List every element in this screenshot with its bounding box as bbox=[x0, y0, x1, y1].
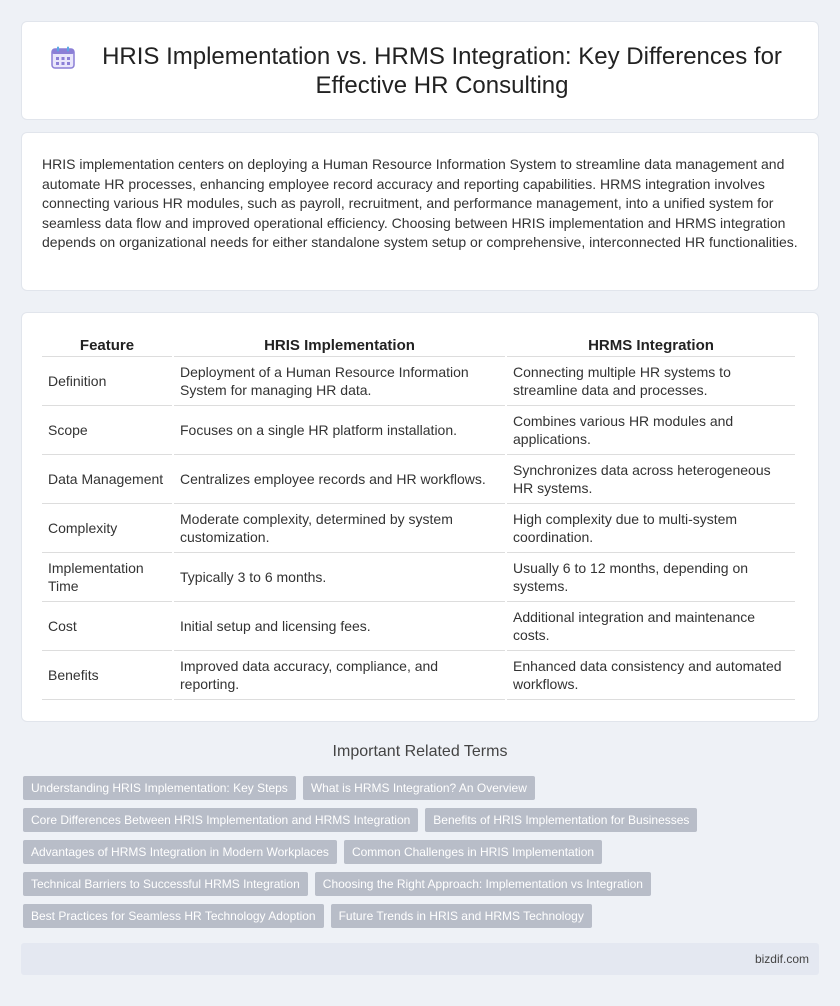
hris-cell: Typically 3 to 6 months. bbox=[174, 553, 505, 602]
feature-cell: Cost bbox=[42, 602, 172, 651]
hrms-cell: Usually 6 to 12 months, depending on systems. bbox=[507, 553, 795, 602]
table-row bbox=[42, 455, 795, 504]
tag-row bbox=[23, 840, 813, 864]
comparison-table bbox=[40, 332, 797, 700]
intro-card bbox=[21, 132, 819, 291]
page-title: HRIS Implementation vs. HRMS Integration: Key Differences for Effective HR Consulting bbox=[102, 42, 782, 99]
feature-cell: Definition bbox=[42, 357, 172, 406]
feature-cell: Benefits bbox=[42, 651, 172, 700]
intro-paragraph: HRIS implementation centers on deploying a Human Resource Information System to streamline data management and automate HR processes, enhancing employee record accuracy and reporting capabilities. HRMS integration involves connecting various HR modules, such as payroll, recruitment, and performance management, into a unified system for seamless data flow and improved operational efficiency. Choosing between HRIS implementation and HRMS integration depends on organizational needs for either standalone system setup or comprehensive, interconnected HR functionalities. bbox=[42, 156, 798, 250]
related-terms-title: Important Related Terms bbox=[332, 743, 508, 760]
hrms-cell: Additional integration and maintenance costs. bbox=[507, 602, 795, 651]
related-term-link[interactable]: Future Trends in HRIS and HRMS Technology bbox=[331, 904, 592, 928]
header-hris: HRIS Implementation bbox=[174, 332, 505, 357]
tag-row bbox=[23, 904, 813, 928]
site-link[interactable]: bizdif.com bbox=[754, 952, 809, 966]
footer bbox=[21, 943, 819, 975]
table-row bbox=[42, 602, 795, 651]
hris-cell: Improved data accuracy, compliance, and reporting. bbox=[174, 651, 505, 700]
header-feature: Feature bbox=[42, 332, 172, 357]
table-row bbox=[42, 357, 795, 406]
feature-cell: Implementation Time bbox=[42, 553, 172, 602]
hris-cell: Initial setup and licensing fees. bbox=[174, 602, 505, 651]
related-term-link[interactable]: Common Challenges in HRIS Implementation bbox=[344, 840, 602, 864]
table-row bbox=[42, 406, 795, 455]
title-wrap bbox=[50, 42, 790, 100]
tag-row bbox=[23, 808, 813, 832]
hris-cell: Focuses on a single HR platform installation. bbox=[174, 406, 505, 455]
related-term-link[interactable]: Choosing the Right Approach: Implementation vs Integration bbox=[315, 872, 651, 896]
hris-cell: Centralizes employee records and HR workflows. bbox=[174, 455, 505, 504]
table-row bbox=[42, 651, 795, 700]
table-row bbox=[42, 553, 795, 602]
comparison-table-card bbox=[21, 312, 819, 722]
related-terms-list bbox=[23, 776, 813, 936]
hris-cell: Deployment of a Human Resource Information System for managing HR data. bbox=[174, 357, 505, 406]
related-term-link[interactable]: Advantages of HRMS Integration in Modern Workplaces bbox=[23, 840, 337, 864]
feature-cell: Complexity bbox=[42, 504, 172, 553]
table-header-row bbox=[42, 332, 795, 357]
related-term-link[interactable]: Understanding HRIS Implementation: Key Steps bbox=[23, 776, 296, 800]
hris-cell: Moderate complexity, determined by system customization. bbox=[174, 504, 505, 553]
table-row bbox=[42, 504, 795, 553]
related-term-link[interactable]: Best Practices for Seamless HR Technology Adoption bbox=[23, 904, 324, 928]
hrms-cell: Connecting multiple HR systems to streamline data and processes. bbox=[507, 357, 795, 406]
tag-row bbox=[23, 872, 813, 896]
related-term-link[interactable]: Technical Barriers to Successful HRMS Integration bbox=[23, 872, 308, 896]
feature-cell: Data Management bbox=[42, 455, 172, 504]
tag-row bbox=[23, 776, 813, 800]
hrms-cell: Enhanced data consistency and automated workflows. bbox=[507, 651, 795, 700]
related-term-link[interactable]: Core Differences Between HRIS Implementation and HRMS Integration bbox=[23, 808, 418, 832]
hrms-cell: Combines various HR modules and applications. bbox=[507, 406, 795, 455]
hrms-cell: High complexity due to multi-system coordination. bbox=[507, 504, 795, 553]
related-term-link[interactable]: What is HRMS Integration? An Overview bbox=[303, 776, 535, 800]
related-term-link[interactable]: Benefits of HRIS Implementation for Businesses bbox=[425, 808, 697, 832]
calendar-icon bbox=[50, 46, 76, 70]
header-hrms: HRMS Integration bbox=[507, 332, 795, 357]
header-card bbox=[21, 21, 819, 120]
feature-cell: Scope bbox=[42, 406, 172, 455]
hrms-cell: Synchronizes data across heterogeneous HR systems. bbox=[507, 455, 795, 504]
